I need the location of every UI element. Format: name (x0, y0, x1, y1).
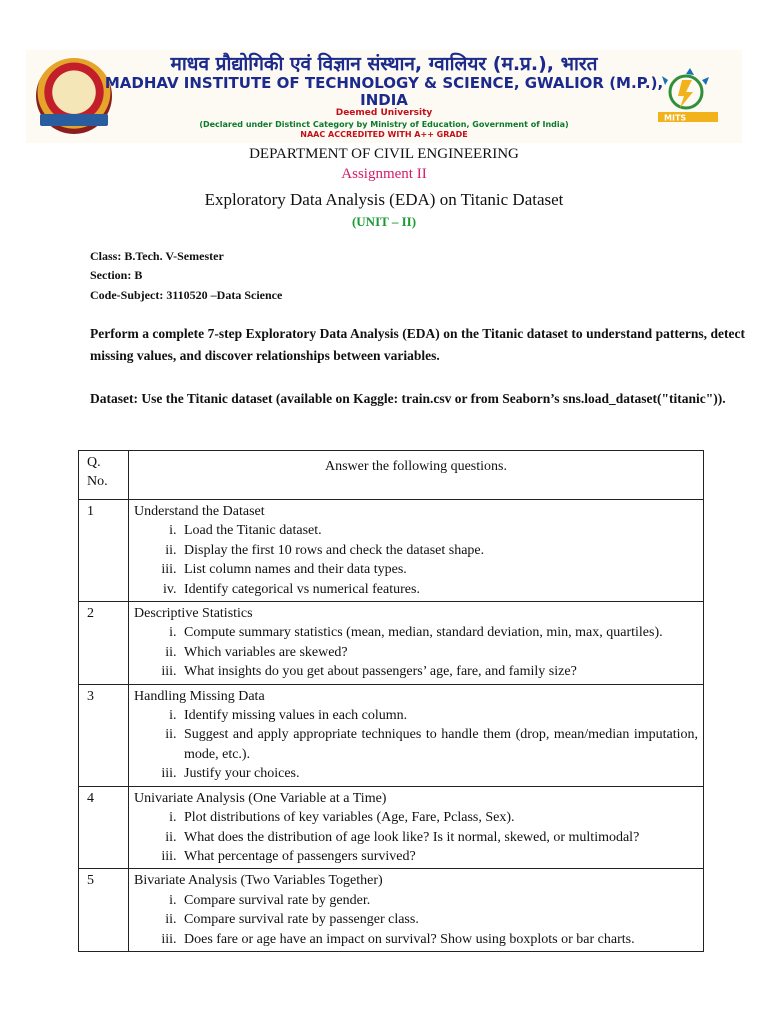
question-items (134, 623, 698, 681)
table-row (79, 602, 704, 685)
document-title: Exploratory Data Analysis (EDA) on Titanic Dataset (204, 190, 564, 209)
question-items (134, 808, 698, 866)
questions-table (78, 450, 704, 952)
question-item: i. Identify missing values in each column. (180, 706, 698, 725)
question-item: i. Compare survival rate by gender. (180, 891, 698, 910)
qno-header: Q. No. (79, 451, 129, 500)
question-number: 4 (79, 786, 129, 869)
question-item: i. Compute summary statistics (mean, median, standard deviation, min, max, quartiles). (180, 623, 698, 642)
question-title: Handling Missing Data (134, 688, 265, 704)
question-items (134, 891, 698, 949)
department-title: DEPARTMENT OF CIVIL ENGINEERING (249, 146, 519, 162)
table-row (79, 684, 704, 786)
dataset-paragraph: Dataset: Use the Titanic dataset (available on Kaggle: train.csv or from Seaborn’s sns.load_dataset("titanic")). (90, 391, 726, 406)
assignment-label: Assignment II (341, 166, 427, 182)
question-item: i. Plot distributions of key variables (Age, Fare, Pclass, Sex). (180, 808, 698, 827)
question-items (134, 521, 698, 599)
question-item: iii. What insights do you get about passengers’ age, fare, and family size? (180, 662, 698, 681)
declared-note: (Declared under Distinct Category by Ministry of Education, Government of India) (199, 120, 569, 129)
question-items (134, 706, 698, 784)
question-title: Understand the Dataset (134, 504, 265, 519)
institute-name-hindi: माधव प्रौद्योगिकी एवं विज्ञान संस्थान, ग्वालियर (म.प्र.), भारत (170, 53, 598, 75)
section-info: Section: B (90, 268, 143, 282)
institute-name-english-line2: INDIA (360, 91, 408, 109)
table-row (79, 500, 704, 602)
unit-label: (UNIT – II) (351, 214, 417, 229)
mits-logo-text: MITS (664, 113, 687, 123)
question-item: iv. Identify categorical vs numerical features. (180, 580, 698, 599)
question-item: ii. Compare survival rate by passenger class. (180, 910, 698, 929)
table-row (79, 869, 704, 952)
question-item: ii. Which variables are skewed? (180, 643, 698, 662)
question-number: 2 (79, 602, 129, 685)
class-info: Class: B.Tech. V-Semester (90, 249, 224, 263)
naac-grade: NAAC ACCREDITED WITH A++ GRADE (300, 130, 468, 139)
table-header-row (79, 451, 704, 500)
instruction-paragraph: Perform a complete 7-step Exploratory Data Analysis (EDA) on the Titanic dataset to understand patterns, detect missing values, and discover relationships between variables. (90, 326, 745, 363)
question-cell (129, 602, 704, 685)
question-item: ii. Suggest and apply appropriate techniques to handle them (drop, mean/median imputation, mode, etc.). (180, 725, 698, 764)
question-title: Descriptive Statistics (134, 606, 253, 622)
question-item: ii. Display the first 10 rows and check the dataset shape. (180, 541, 698, 560)
question-item: ii. What does the distribution of age look like? Is it normal, skewed, or multimodal? (180, 828, 698, 847)
question-item: iii. Justify your choices. (180, 764, 698, 783)
question-cell (129, 500, 704, 602)
question-number: 1 (79, 500, 129, 602)
question-number: 5 (79, 869, 129, 952)
question-cell (129, 786, 704, 869)
question-title: Bivariate Analysis (Two Variables Together) (134, 873, 383, 889)
question-number: 3 (79, 684, 129, 786)
question-item: iii. List column names and their data types. (180, 560, 698, 579)
subject-code-info: Code-Subject: 3110520 –Data Science (90, 288, 283, 302)
question-item: iii. Does fare or age have an impact on survival? Show using boxplots or bar charts. (180, 930, 698, 949)
table-row (79, 786, 704, 869)
question-item: i. Load the Titanic dataset. (180, 521, 698, 540)
question-cell (129, 684, 704, 786)
question-title: Univariate Analysis (One Variable at a Time) (134, 790, 387, 806)
institute-name-english-line1: MADHAV INSTITUTE OF TECHNOLOGY & SCIENCE, GWALIOR (M.P.), (104, 74, 664, 92)
questions-header: Answer the following questions. (129, 451, 704, 500)
question-cell (129, 869, 704, 952)
institute-header (26, 50, 742, 143)
question-item: iii. What percentage of passengers survived? (180, 847, 698, 866)
deemed-university: Deemed University (335, 108, 433, 118)
